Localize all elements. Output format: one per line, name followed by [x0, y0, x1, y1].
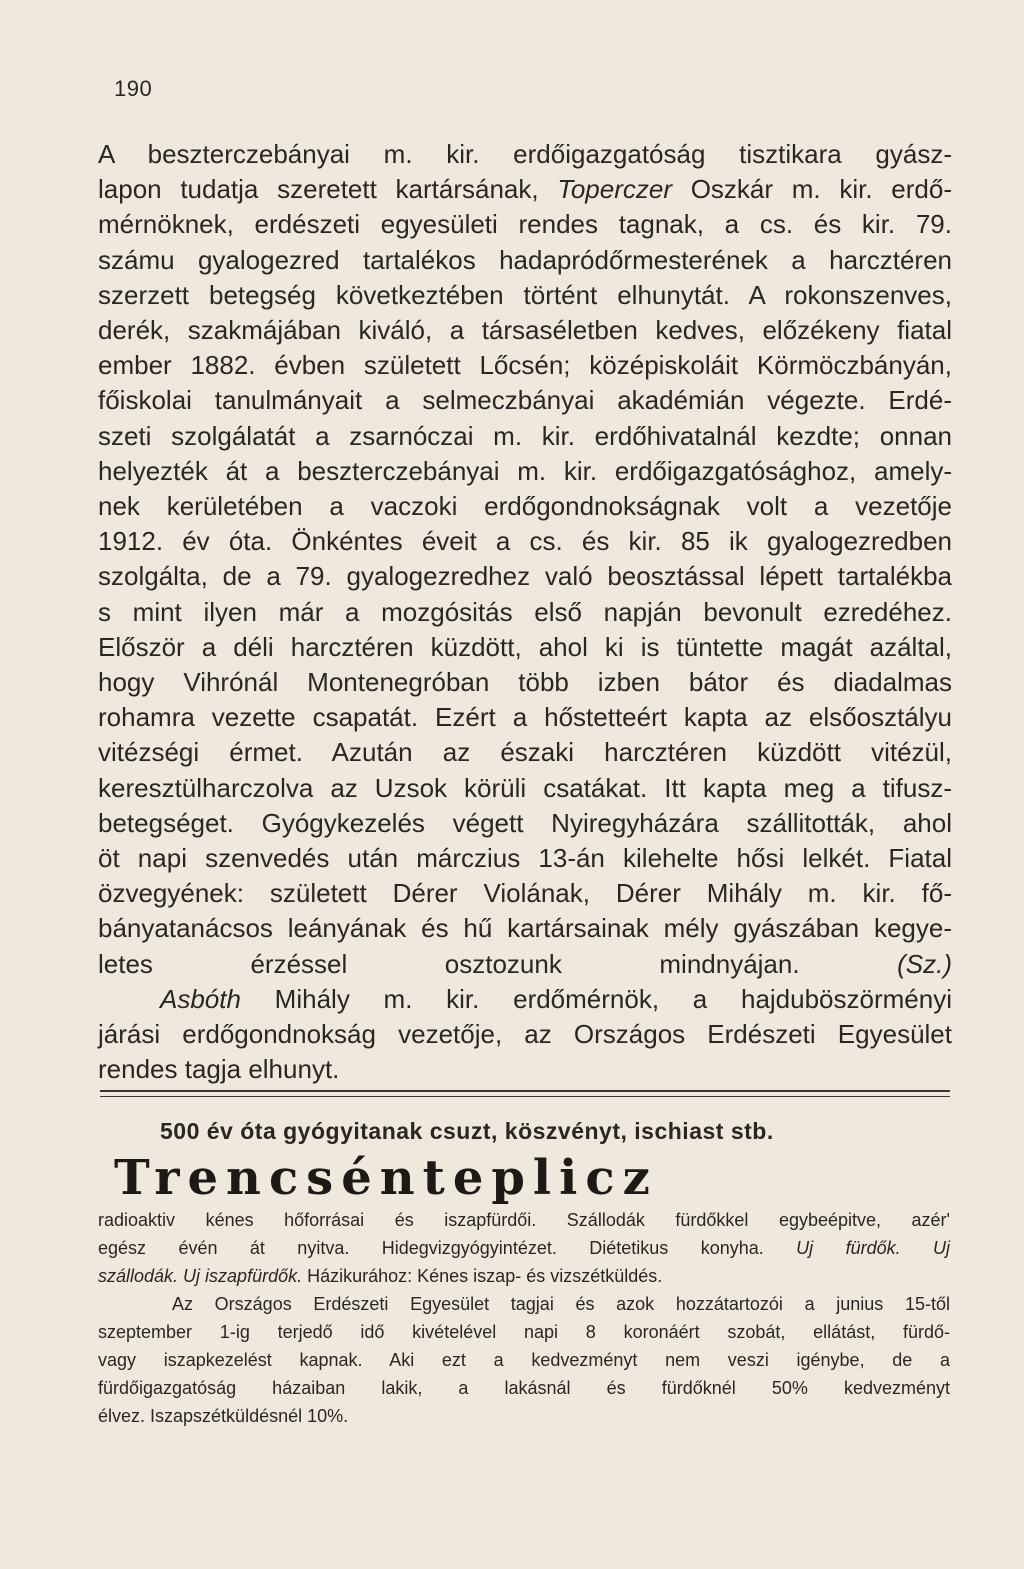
- text-line: [98, 525, 952, 557]
- text-line: [98, 772, 952, 804]
- text-line: [98, 1018, 952, 1050]
- line-text: ember 1882. évben született Lőcsén; középiskoláit Körmöczbányán,: [98, 350, 952, 381]
- line-text: vagy iszapkezelést kapnak. Aki ezt a kedvezményt nem veszi igénybe, de a: [98, 1350, 950, 1370]
- line-text-after: Mihály m. kir. erdőmérnök, a hajduböszörményi: [240, 983, 952, 1014]
- text-line: [98, 842, 952, 874]
- text-line: [98, 208, 952, 240]
- text-line: [98, 279, 952, 311]
- text-line: [98, 1236, 950, 1260]
- italic-name: Toperczer: [557, 174, 672, 205]
- line-text: hogy Vihrónál Montenegróban több izben bátor és diadalmas: [98, 667, 952, 697]
- text-line: [98, 631, 952, 663]
- text-line: [98, 314, 952, 346]
- text-line: [98, 560, 952, 592]
- separator-rule-thin: [100, 1096, 950, 1097]
- line-text: Az Országos Erdészeti Egyesület tagjai és azok hozzátartozói a junius 15-től: [172, 1294, 950, 1314]
- line-text: A beszterczebányai m. kir. erdőigazgatóság tisztikara gyász-: [98, 139, 952, 169]
- text-line: [98, 420, 952, 452]
- text-line: [98, 490, 952, 522]
- text-line: [98, 349, 952, 381]
- text-line: [98, 666, 952, 698]
- line-text: bányatanácsos leányának és hű kartársainak mély gyászában kegye-: [98, 913, 952, 944]
- text-line: [98, 1264, 950, 1288]
- line-text: letes érzéssel osztozunk mindnyájan.: [98, 948, 898, 979]
- line-text: szolgálta, de a 79. gyalogezredhez való beosztással lépett tartalékba: [98, 561, 952, 592]
- advertisement-headline: 500 év óta gyógyitanak csuzt, köszvényt, ischiast stb.: [160, 1118, 774, 1144]
- text-line: [98, 596, 952, 628]
- text-line: [98, 701, 952, 733]
- text-line: [98, 948, 952, 980]
- separator-rule: [100, 1090, 950, 1092]
- line-text: számu gyalogezred tartalékos hadapródőrmesterének a harcztéren: [98, 244, 952, 275]
- text-line: [98, 983, 952, 1015]
- line-text: rohamra vezette csapatát. Ezért a hőstetteért kapta az elsőosztályu: [98, 702, 952, 733]
- text-line: [98, 173, 952, 205]
- line-text: vitézségi érmet. Azután az északi harcztéren küzdött vitézül,: [98, 737, 952, 768]
- line-text: járási erdőgondnokság vezetője, az Országos Erdészeti Egyesület: [98, 1019, 952, 1049]
- text-line: [98, 1348, 950, 1372]
- line-text: nek kerületében a vaczoki erdőgondnokságnak volt a vezetője: [98, 491, 952, 521]
- line-text: radioaktiv kénes hőforrásai és iszapfürdői. Szállodák fürdőkkel egybeépitve, azér': [98, 1210, 950, 1230]
- text-line: [98, 1053, 952, 1085]
- text-line: [98, 877, 952, 909]
- line-text: szerzett betegség következtében történt elhunytát. A rokonszenves,: [98, 279, 952, 310]
- line-text: élvez. Iszapszétküldésnél 10%.: [98, 1406, 349, 1426]
- text-line: [98, 736, 952, 768]
- italic-name: Asbóth: [160, 983, 241, 1014]
- line-text: 1912. év óta. Önkéntes éveit a cs. és kir. 85 ik gyalogezredben: [98, 526, 952, 557]
- line-text: keresztülharczolva az Uzsok körüli csatákat. Itt kapta meg a tifusz-: [98, 772, 952, 803]
- text-line: [98, 912, 952, 944]
- line-text: betegséget. Gyógykezelés végett Nyiregyházára szállitották, ahol: [98, 807, 952, 838]
- text-line: [98, 1320, 950, 1344]
- line-text: Először a déli harcztéren küzdött, ahol ki is tüntette magát azáltal,: [98, 631, 952, 662]
- line-text: fürdőigazgatóság házaiban lakik, a lakásnál és fürdőknél 50% kedvezményt: [98, 1378, 950, 1398]
- line-text: mérnöknek, erdészeti egyesületi rendes tagnak, a cs. és kir. 79.: [98, 209, 952, 240]
- text-line: [98, 1208, 950, 1232]
- text-line: [98, 1376, 950, 1400]
- line-text: öt napi szenvedés után márczius 13-án kilehelte hősi lelkét. Fiatal: [98, 843, 952, 873]
- line-text: lapon tudatja szeretett kartársának,: [98, 174, 558, 205]
- text-line: [98, 1404, 950, 1428]
- line-text-after: Házikurához: Kénes iszap- és vizszétküldés.: [302, 1266, 663, 1286]
- line-text-after: Oszkár m. kir. erdő-: [671, 174, 952, 205]
- text-line: [98, 244, 952, 276]
- line-text: szeptember 1-ig terjedő idő kivételével napi 8 koronáért szobát, ellátást, fürdő-: [98, 1322, 950, 1342]
- advertisement-title: Trencsénteplicz: [114, 1150, 658, 1206]
- page-number: 190: [114, 76, 153, 101]
- text-line: [98, 455, 952, 487]
- line-text: s mint ilyen már a mozgósitás első napján bevonult ezredéhez.: [98, 596, 952, 627]
- text-line: [98, 384, 952, 416]
- text-line: [98, 1292, 950, 1316]
- line-text: egész évén át nyitva. Hidegvizgyógyintézet. Diétetikus konyha.: [98, 1238, 797, 1258]
- line-text: rendes tagja elhunyt.: [98, 1054, 340, 1085]
- line-text: özvegyének: született Dérer Violának, Dérer Mihály m. kir. fő-: [98, 878, 952, 909]
- line-text: helyezték át a beszterczebányai m. kir. erdőigazgatósághoz, amely-: [98, 455, 952, 486]
- text-line: [98, 807, 952, 839]
- text-line: [98, 138, 952, 170]
- italic-name: szállodák. Uj iszapfürdők.: [98, 1266, 303, 1286]
- italic-name: (Sz.): [897, 948, 952, 979]
- line-text: főiskolai tanulmányait a selmeczbányai akadémián végezte. Erdé-: [98, 385, 952, 416]
- line-text: szeti szolgálatát a zsarnóczai m. kir. erdőhivatalnál kezdte; onnan: [98, 420, 952, 451]
- italic-name: Uj fürdők. Uj: [796, 1238, 951, 1258]
- line-text: derék, szakmájában kiváló, a társaséletben kedves, előzékeny fiatal: [98, 315, 952, 345]
